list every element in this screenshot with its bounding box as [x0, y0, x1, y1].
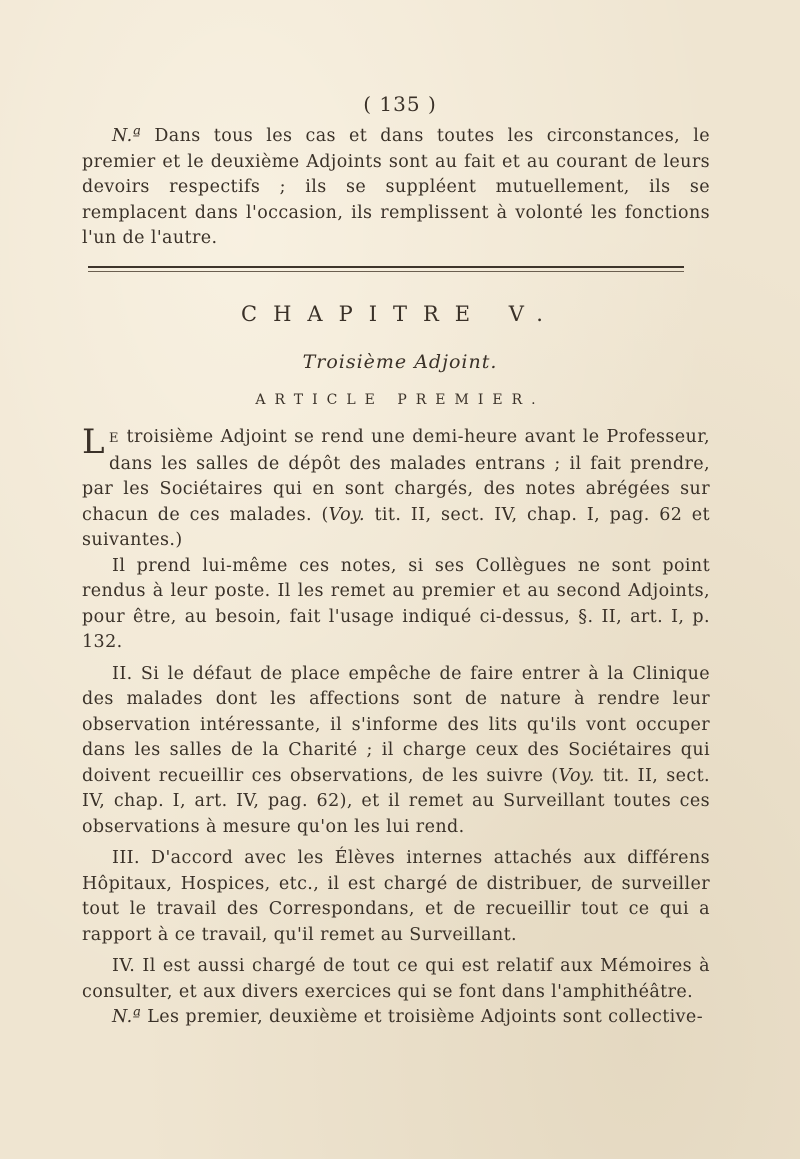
paragraph-6 — [82, 1005, 710, 1031]
paragraph-6-text: Les premier, deuxième et troisième Adjoints sont collective- — [141, 1007, 704, 1027]
drop-cap: L — [82, 422, 105, 462]
note-text: Dans tous les cas et dans toutes les circonstances, le premier et le deuxième Adjoints sont au fait et au courant de leurs devoirs respectifs ; ils se suppléent mutuellement, ils se remplacent dans l'occasion, ils remplissent à volonté les fonctions l'un de l'autre. — [82, 126, 710, 248]
paragraph-4: III. D'accord avec les Élèves internes attachés aux différens Hôpitaux, Hospices, etc., il est chargé de distribuer, de surveiller tout le travail des Correspondans, et de recueillir tout ce qui a rapport à ce travail, qu'il remet au Surveillant. — [82, 848, 710, 945]
chapter-heading: CHAPITRE V. — [241, 302, 559, 326]
note-paragraph — [82, 124, 710, 252]
paragraph-2: Il prend lui-même ces notes, si ses Collègues ne sont point rendus à leur poste. Il les remet au premier et au second Adjoints, pour être, au besoin, fait l'usage indiqué ci-dessus, §. II, art. I, p. 132. — [82, 555, 710, 652]
paragraph-1-text: troisième Adjoint se rend une demi-heure avant le Professeur, dans les salles de dépôt des malades entrans ; il fait prendre, par les Sociétaires qui en sont chargés, des notes abrégées sur chacun de ces malades. ( — [82, 427, 710, 525]
chapter-subtitle: Troisième Adjoint. — [302, 351, 498, 373]
voy-reference: Voy. — [328, 504, 365, 525]
article-heading: ARTICLE PREMIER. — [255, 392, 545, 408]
paragraph-3 — [82, 662, 710, 841]
article-body — [82, 422, 710, 1031]
divider-thick — [88, 266, 684, 268]
paragraph-3-text: II. Si le défaut de place empêche de faire entrer à la Clinique des malades dont les affections sont de nature à rendre leur observation intéressante, il s'informe des lits qu'ils vont occuper dans les salles de la Charité ; il charge ceux des Sociétaires qui doivent recueillir ces observations, de les suivre ( — [82, 663, 710, 786]
paragraph-5: IV. Il est aussi chargé de tout ce qui est relatif aux Mémoires à consulter, et aux divers exercices qui se font dans l'amphithéâtre. — [82, 956, 710, 1002]
paragraph-3-end: tit. II, sect. IV, chap. I, art. IV, pag. 62), et il remet au Surveillant toutes ces observations à mesure qu'on les lui rend. — [82, 765, 710, 837]
drop-cap-continuation: E — [108, 431, 120, 446]
divider-thin — [88, 271, 684, 272]
note-label: N.ª — [112, 126, 142, 146]
page-number: ( 135 ) — [363, 92, 437, 116]
voy-reference: Voy. — [558, 765, 595, 786]
note-label: N.ª — [112, 1007, 142, 1027]
paragraph-1 — [82, 422, 710, 554]
paragraph-1-end: tit. II, sect. IV, chap. I, pag. 62 et suivantes.) — [82, 504, 710, 550]
